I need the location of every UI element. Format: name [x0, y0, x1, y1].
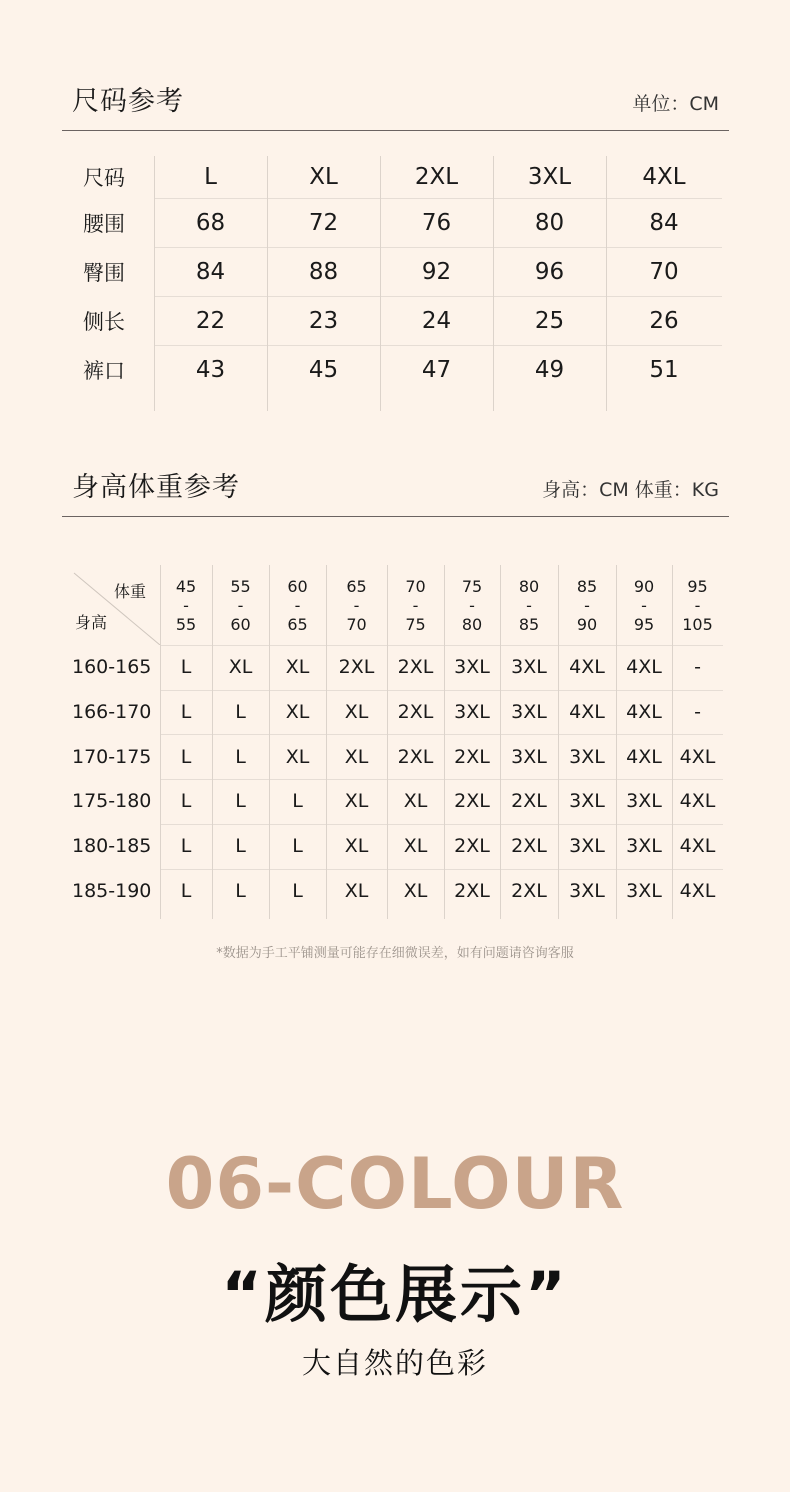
weight-top: 60 — [287, 576, 308, 596]
hw-chart-header — [62, 472, 729, 517]
table-cell: 4XL — [679, 790, 716, 813]
weight-dash: - — [183, 595, 189, 615]
table-cell: XL — [344, 701, 369, 724]
hw-chart-title: 身高体重参考 — [72, 472, 240, 503]
table-cell: 3XL — [511, 745, 547, 768]
table-cell: L — [180, 835, 192, 858]
weight-top: 85 — [576, 576, 598, 596]
weight-header — [387, 569, 444, 641]
table-cell: L — [204, 164, 217, 190]
weight-dash: - — [584, 595, 590, 615]
table-cell: 2XL — [414, 164, 459, 190]
table-cell: 2XL — [338, 656, 375, 679]
column-divider — [212, 565, 213, 919]
weight-dash: - — [526, 595, 532, 615]
table-cell: XL — [344, 879, 369, 902]
height-range: 160-165 — [72, 656, 152, 679]
colour-subtitle: 大自然的色彩 — [301, 1346, 488, 1380]
weight-header — [326, 569, 387, 641]
table-cell: 2XL — [454, 790, 490, 813]
table-cell: 84 — [649, 209, 679, 236]
weight-dash: - — [412, 595, 419, 615]
table-cell: 24 — [421, 307, 452, 334]
weight-top: 95 — [687, 576, 708, 596]
corner-height-label: 身高 — [75, 613, 108, 632]
table-cell: 2XL — [397, 701, 434, 724]
table-cell: 2XL — [397, 656, 434, 679]
column-divider — [154, 156, 155, 411]
table-cell: 2XL — [511, 835, 547, 858]
column-divider — [380, 156, 381, 411]
weight-top: 45 — [175, 576, 197, 596]
weight-header — [212, 569, 269, 641]
table-cell: L — [180, 656, 192, 679]
row-label: 臀围 — [83, 260, 125, 285]
height-range: 185-190 — [72, 879, 152, 902]
size-chart-title: 尺码参考 — [72, 86, 184, 117]
table-cell: 22 — [195, 307, 226, 334]
table-cell: 45 — [308, 356, 339, 383]
table-cell: 2XL — [511, 879, 547, 902]
height-range: 166-170 — [72, 701, 152, 724]
corner-diagonal — [72, 565, 160, 645]
height-range: 170-175 — [72, 745, 152, 768]
table-cell: 4XL — [642, 164, 686, 190]
table-row — [72, 247, 722, 296]
table-cell: 3XL — [527, 164, 572, 190]
table-row — [72, 198, 722, 247]
table-cell: XL — [228, 656, 253, 679]
table-cell: 3XL — [569, 745, 605, 768]
table-cell: 4XL — [626, 656, 662, 679]
table-cell: L — [180, 701, 192, 724]
table-cell: L — [180, 790, 192, 813]
table-cell: 26 — [649, 307, 679, 334]
column-divider — [493, 156, 494, 411]
corner-cell — [72, 565, 160, 645]
weight-header — [269, 569, 326, 641]
table-cell: 4XL — [569, 701, 605, 724]
table-cell: 3XL — [626, 790, 662, 813]
weight-header — [616, 569, 672, 641]
size-chart-header — [62, 86, 729, 131]
table-cell: 49 — [534, 356, 565, 383]
table-cell: 3XL — [454, 701, 490, 724]
table-cell: 88 — [308, 258, 339, 285]
table-cell: L — [235, 701, 246, 724]
measurement-note: *数据为手工平铺测量可能存在细微误差，如有问题请咨询客服 — [216, 946, 574, 961]
row-label: 侧长 — [83, 309, 125, 334]
table-cell: XL — [285, 656, 310, 679]
table-cell: XL — [344, 745, 369, 768]
table-cell: XL — [285, 701, 310, 724]
column-divider — [606, 156, 607, 411]
table-cell: XL — [309, 164, 338, 190]
table-cell: 72 — [308, 209, 339, 236]
weight-dash: - — [353, 595, 360, 615]
weight-bottom: 95 — [633, 614, 655, 634]
row-label: 裤口 — [83, 358, 125, 383]
table-cell: L — [180, 745, 192, 768]
table-cell: 96 — [534, 258, 565, 285]
row-label: 腰围 — [83, 211, 125, 236]
table-cell: 3XL — [569, 835, 605, 858]
size-chart-unit: 单位：CM — [632, 93, 719, 115]
table-cell: L — [292, 835, 303, 858]
weight-bottom: 90 — [576, 614, 598, 634]
table-cell: L — [180, 879, 192, 902]
table-cell: 76 — [421, 209, 452, 236]
table-cell: 2XL — [397, 745, 434, 768]
table-cell: 3XL — [626, 835, 662, 858]
weight-top: 75 — [461, 576, 483, 596]
table-cell: L — [235, 879, 246, 902]
weight-header — [160, 569, 212, 641]
table-cell: 80 — [534, 209, 565, 236]
table-cell: 3XL — [626, 879, 662, 902]
table-cell: 3XL — [569, 879, 605, 902]
table-cell: 51 — [649, 356, 679, 383]
table-cell: 2XL — [511, 790, 547, 813]
weight-bottom: 105 — [682, 614, 713, 634]
weight-header — [500, 569, 558, 641]
height-range: 175-180 — [72, 790, 152, 813]
table-cell: XL — [285, 745, 310, 768]
table-cell: XL — [344, 835, 369, 858]
column-divider — [387, 565, 388, 919]
row-label: 尺码 — [83, 166, 125, 190]
table-cell: 4XL — [679, 745, 716, 768]
table-cell: 47 — [421, 356, 452, 383]
table-cell: 3XL — [511, 656, 547, 679]
weight-dash: - — [641, 595, 647, 615]
weight-dash: - — [237, 595, 244, 615]
weight-top: 65 — [346, 576, 367, 596]
colour-title: “颜色展示” — [221, 1258, 569, 1331]
weight-top: 80 — [518, 576, 540, 596]
table-cell: - — [694, 656, 701, 679]
corner-weight-label: 体重 — [113, 582, 146, 601]
table-cell: 2XL — [454, 745, 490, 768]
column-divider — [672, 565, 673, 919]
table-cell: XL — [403, 879, 428, 902]
weight-header — [558, 569, 616, 641]
column-divider — [558, 565, 559, 919]
table-row — [72, 345, 722, 394]
weight-bottom: 60 — [230, 614, 251, 634]
weight-bottom: 55 — [175, 614, 197, 634]
table-cell: 2XL — [454, 835, 490, 858]
table-cell: 3XL — [569, 790, 605, 813]
column-divider — [326, 565, 327, 919]
table-row — [72, 296, 722, 345]
weight-bottom: 65 — [287, 614, 308, 634]
hw-chart-unit: 身高：CM 体重：KG — [542, 479, 719, 501]
table-cell: - — [694, 701, 701, 724]
weight-top: 90 — [633, 576, 655, 596]
column-divider — [267, 156, 268, 411]
weight-bottom: 80 — [461, 614, 483, 634]
size-header-row — [72, 156, 722, 198]
table-cell: L — [235, 790, 246, 813]
weight-top: 70 — [405, 576, 426, 596]
height-range: 180-185 — [72, 835, 152, 858]
table-cell: 25 — [534, 307, 565, 334]
table-cell: 4XL — [679, 879, 716, 902]
size-chart-table — [72, 156, 722, 411]
table-cell: XL — [403, 790, 428, 813]
weight-bottom: 75 — [405, 614, 426, 634]
hw-chart-table — [72, 565, 723, 919]
colour-heading: 06-COLOUR — [165, 1143, 625, 1225]
weight-header — [444, 569, 500, 641]
table-cell: 4XL — [679, 835, 716, 858]
column-divider — [616, 565, 617, 919]
table-cell: 84 — [195, 258, 226, 285]
table-cell: XL — [344, 790, 369, 813]
weight-dash: - — [469, 595, 475, 615]
table-cell: XL — [403, 835, 428, 858]
column-divider — [444, 565, 445, 919]
weight-dash: - — [294, 595, 301, 615]
table-cell: 4XL — [569, 656, 605, 679]
column-divider — [269, 565, 270, 919]
table-cell: 3XL — [454, 656, 490, 679]
weight-header — [672, 569, 723, 641]
column-divider — [500, 565, 501, 919]
weight-bottom: 85 — [518, 614, 540, 634]
table-cell: 2XL — [454, 879, 490, 902]
table-cell: 43 — [195, 356, 226, 383]
table-cell: 23 — [308, 307, 339, 334]
table-cell: 4XL — [626, 745, 662, 768]
table-cell: 3XL — [511, 701, 547, 724]
table-cell: L — [235, 835, 246, 858]
weight-dash: - — [694, 595, 701, 615]
table-cell: L — [292, 790, 303, 813]
table-cell: 68 — [195, 209, 226, 236]
weight-bottom: 70 — [346, 614, 367, 634]
table-cell: L — [292, 879, 303, 902]
table-cell: 92 — [421, 258, 452, 285]
table-cell: L — [235, 745, 246, 768]
weight-top: 55 — [230, 576, 251, 596]
column-divider — [160, 565, 161, 919]
table-cell: 4XL — [626, 701, 662, 724]
table-cell: 70 — [649, 258, 679, 285]
